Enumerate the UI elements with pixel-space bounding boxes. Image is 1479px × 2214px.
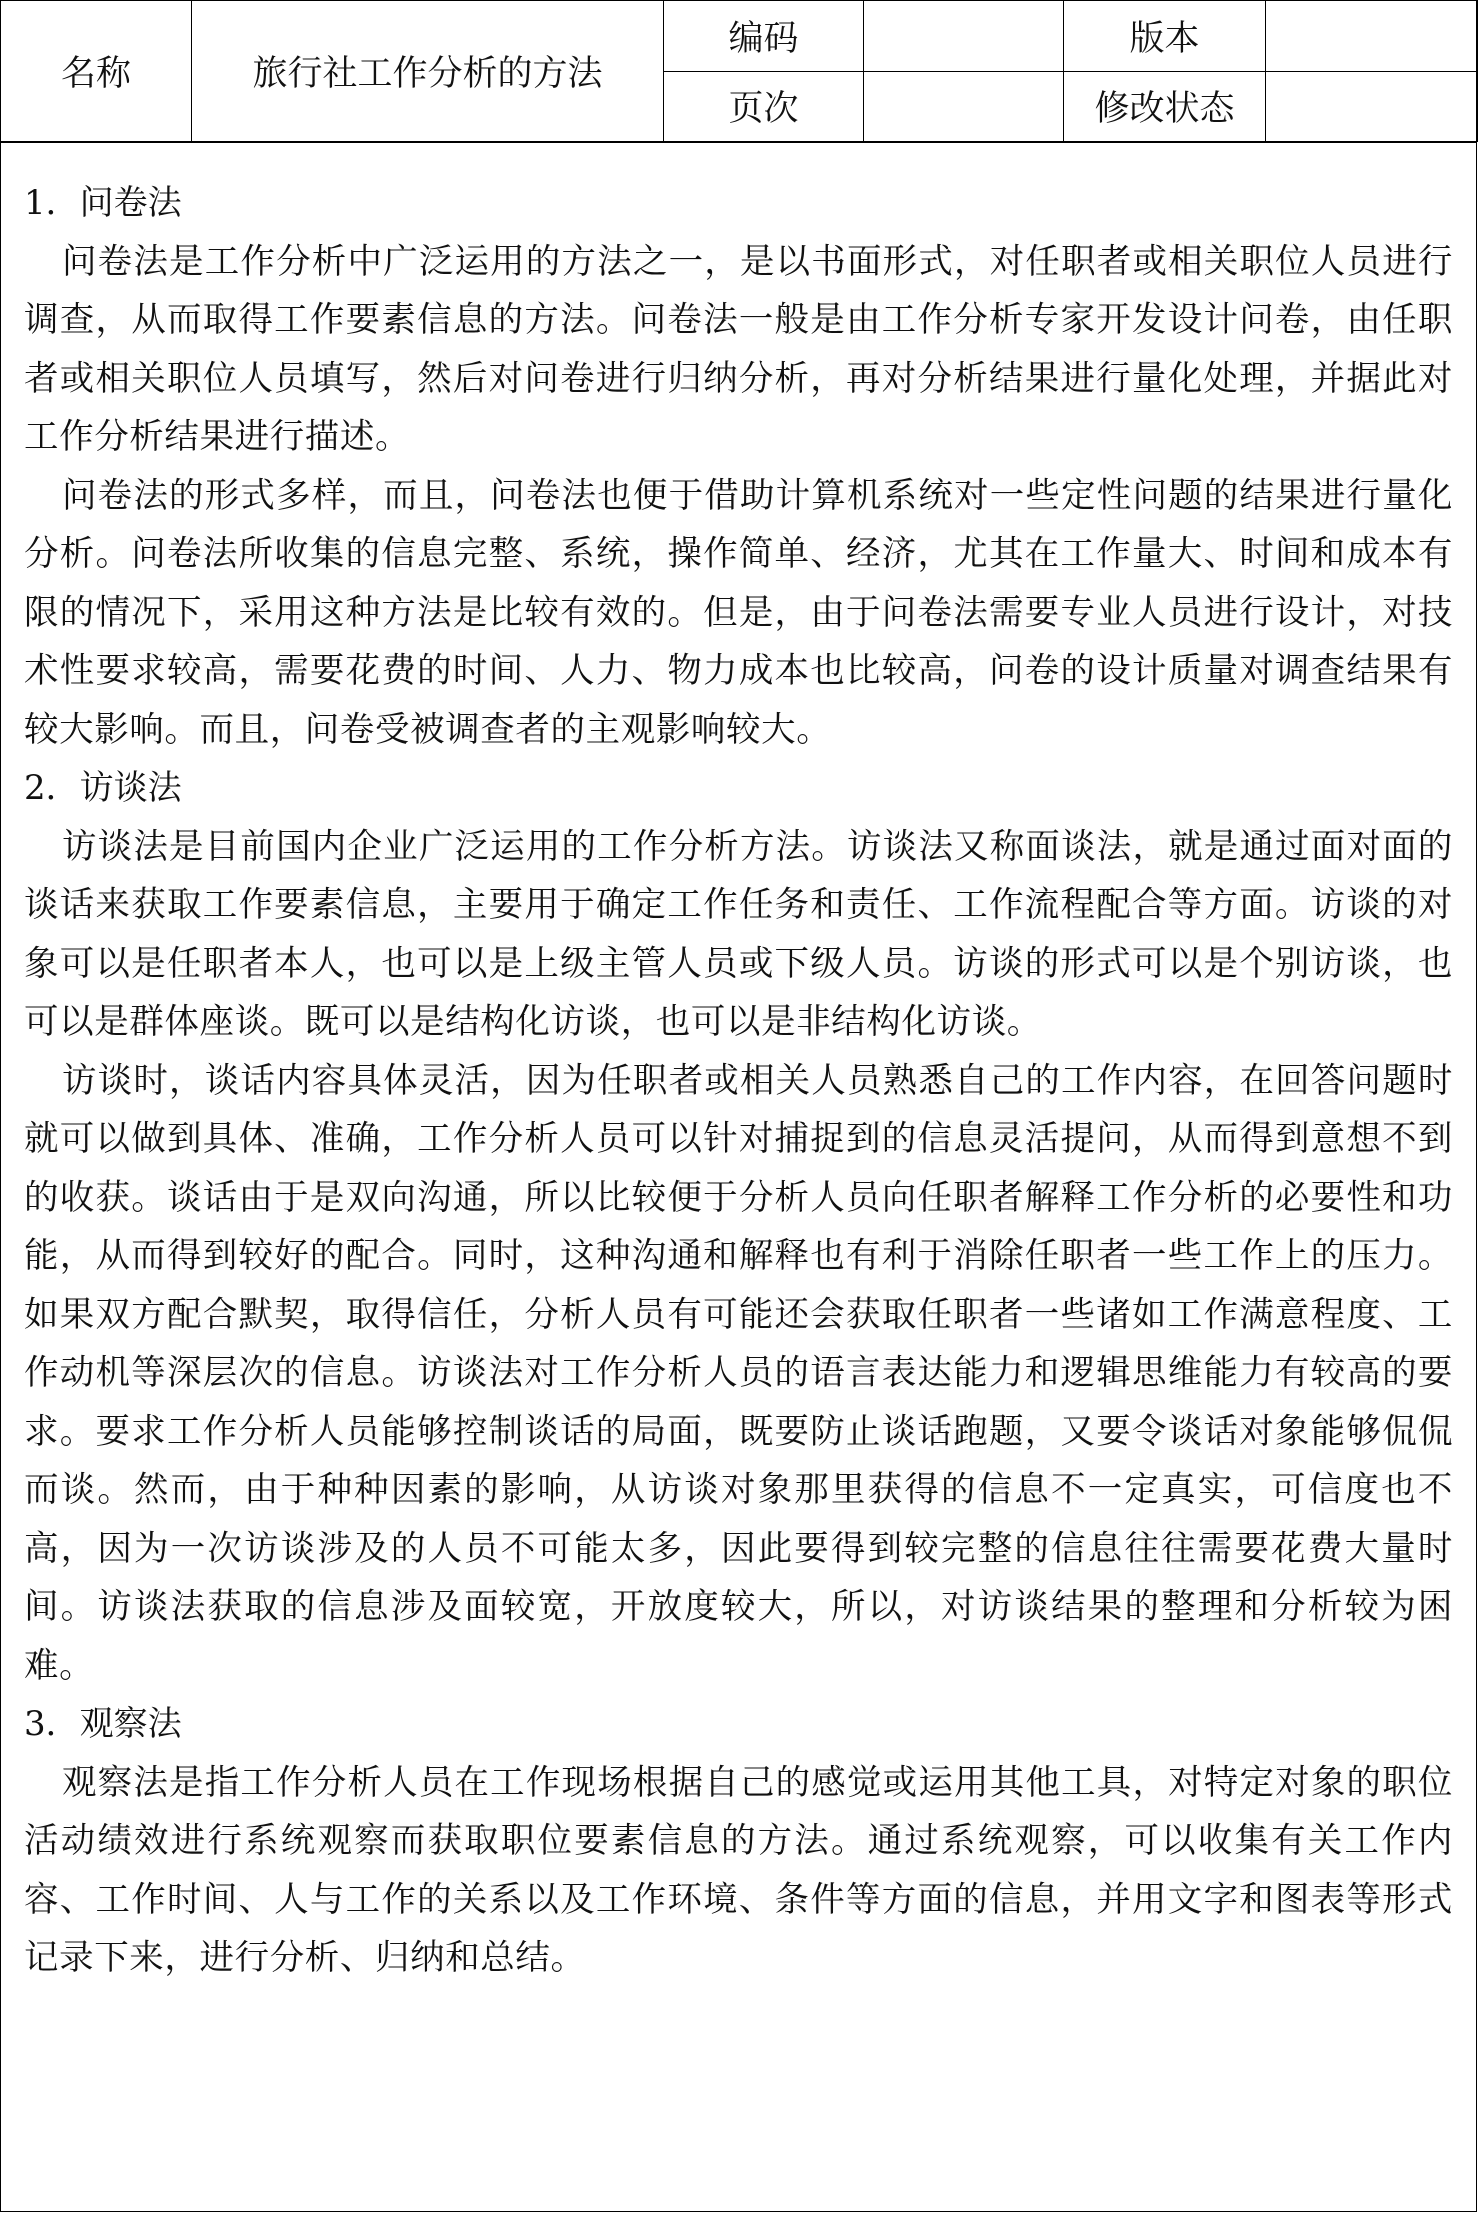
paragraph: 问卷法是工作分析中广泛运用的方法之一，是以书面形式，对任职者或相关职位人员进行调查，从而取得工作要素信息的方法。问卷法一般是由工作分析专家开发设计问卷，由任职者或相关职位人员填写，然后对问卷进行归纳分析，再对分析结果进行量化处理，并据此对工作分析结果进行描述。 [24,241,1453,457]
revision-value [1266,71,1478,142]
code-label: 编码 [664,1,864,72]
version-label: 版本 [1064,1,1266,72]
document-header-table [0,0,1478,142]
code-value [864,1,1064,72]
paragraph: 观察法是指工作分析人员在工作现场根据自己的感觉或运用其他工具，对特定对象的职位活动绩效进行系统观察而获取职位要素信息的方法。通过系统观察，可以收集有关工作内容、工作时间、人与工作的关系以及工作环境、条件等方面的信息，并用文字和图表等形式记录下来，进行分析、归纳和总结。 [24,1762,1453,1978]
name-label: 名称 [1,1,192,142]
page-value [864,71,1064,142]
page-label: 页次 [664,71,864,142]
paragraph: 问卷法的形式多样，而且，问卷法也便于借助计算机系统对一些定性问题的结果进行量化分析。问卷法所收集的信息完整、系统，操作简单、经济，尤其在工作量大、时间和成本有限的情况下，采用这种方法是比较有效的。但是，由于问卷法需要专业人员进行设计，对技术性要求较高，需要花费的时间、人力、物力成本也比较高，问卷的设计质量对调查结果有较大影响。而且，问卷受被调查者的主观影响较大。 [24,475,1453,750]
paragraph: 访谈时，谈话内容具体灵活，因为任职者或相关人员熟悉自己的工作内容，在回答问题时就可以做到具体、准确，工作分析人员可以针对捕捉到的信息灵活提问，从而得到意想不到的收获。谈话由于是双向沟通，所以比较便于分析人员向任职者解释工作分析的必要性和功能，从而得到较好的配合。同时，这种沟通和解释也有利于消除任职者一些工作上的压力。如果双方配合默契，取得信任，分析人员有可能还会获取任职者一些诸如工作满意程度、工作动机等深层次的信息。访谈法对工作分析人员的语言表达能力和逻辑思维能力有较高的要求。要求工作分析人员能够控制谈话的局面，既要防止谈话跑题，又要令谈话对象能够侃侃而谈。然而，由于种种因素的影响，从访谈对象那里获得的信息不一定真实，可信度也不高，因为一次访谈涉及的人员不可能太多，因此要得到较完整的信息往往需要花费大量时间。访谈法获取的信息涉及面较宽，开放度较大，所以，对访谈结果的整理和分析较为困难。 [24,1060,1453,1686]
section-observation [24,1695,1453,1988]
section-title: 1．问卷法 [24,183,182,223]
version-value [1266,1,1478,72]
document-body [0,142,1477,1988]
document-title: 旅行社工作分析的方法 [192,1,664,142]
paragraph: 访谈法是目前国内企业广泛运用的工作分析方法。访谈法又称面谈法，就是通过面对面的谈话来获取工作要素信息，主要用于确定工作任务和责任、工作流程配合等方面。访谈的对象可以是任职者本人，也可以是上级主管人员或下级人员。访谈的形式可以是个别访谈，也可以是群体座谈。既可以是结构化访谈，也可以是非结构化访谈。 [24,826,1453,1042]
section-title: 3．观察法 [24,1704,182,1744]
revision-label: 修改状态 [1064,71,1266,142]
section-interview [24,759,1453,1695]
section-title: 2．访谈法 [24,768,182,808]
section-questionnaire [24,174,1453,759]
